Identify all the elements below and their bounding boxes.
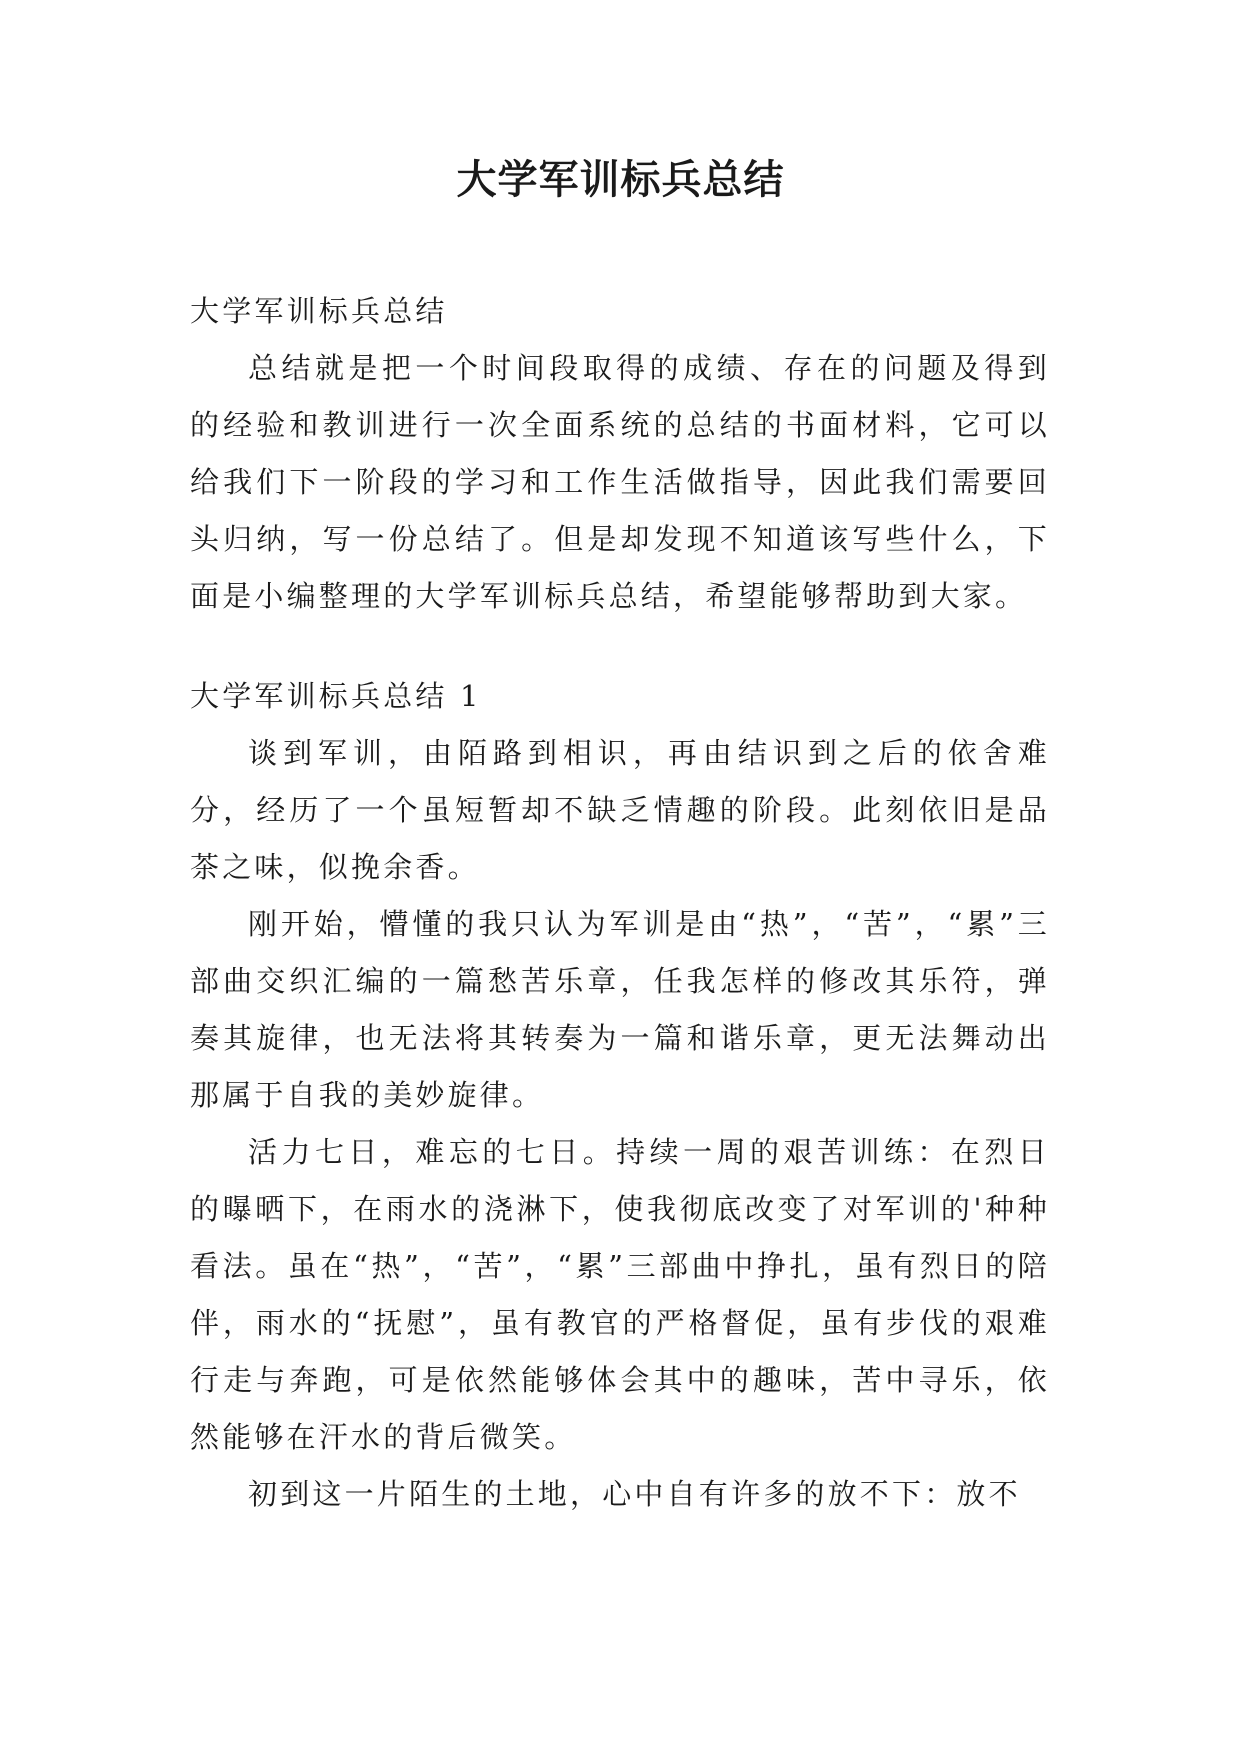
intro-paragraph: 总结就是把一个时间段取得的成绩、存在的问题及得到的经验和教训进行一次全面系统的总结的书面材料，它可以给我们下一阶段的学习和工作生活做指导，因此我们需要回头归纳，写一份总结了。但是却发现不知道该写些什么，下面是小编整理的大学军训标兵总结，希望能够帮助到大家。 [190, 351, 1050, 613]
section1-heading: 大学军训标兵总结 1 [190, 679, 482, 713]
intro-heading: 大学军训标兵总结 [190, 294, 448, 328]
section-spacer [190, 625, 1050, 668]
section1-paragraph-2: 刚开始，懵懂的我只认为军训是由“热”，“苦”，“累”三部曲交织汇编的一篇愁苦乐章，任我怎样的修改其乐符，弹奏其旋律，也无法将其转奏为一篇和谐乐章，更无法舞动出那属于自我的美妙旋律。 [190, 907, 1050, 1112]
section1-paragraph-4: 初到这一片陌生的土地，心中自有许多的放不下：放不 [248, 1477, 1021, 1511]
section1-paragraph-3: 活力七日，难忘的七日。持续一周的艰苦训练：在烈日的曝晒下，在雨水的浇淋下，使我彻底改变了对军训的'种种看法。虽在“热”，“苦”，“累”三部曲中挣扎，虽有烈日的陪伴，雨水的“抚慰”，虽有教官的严格督促，虽有步伐的艰难行走与奔跑，可是依然能够体会其中的趣味，苦中寻乐，依然能够在汗水的背后微笑。 [190, 1135, 1050, 1454]
section1-paragraph-1: 谈到军训，由陌路到相识，再由结识到之后的依舍难分，经历了一个虽短暂却不缺乏情趣的阶段。此刻依旧是品茶之味，似挽余香。 [190, 736, 1050, 884]
document-title: 大学军训标兵总结 [456, 157, 785, 203]
document-body [190, 283, 1050, 1523]
